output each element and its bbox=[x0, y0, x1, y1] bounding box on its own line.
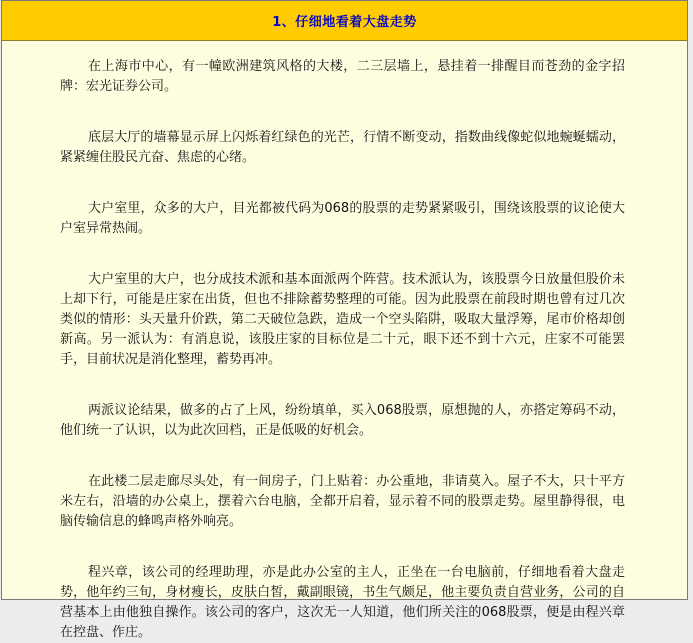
paragraph-6: 在此楼二层走廊尽头处，有一间房子，门上贴着：办公重地，非请莫入。屋子不大，只十平方米左右，沿墙的办公桌上，摆着六台电脑，全都开启着，显示着不同的股票走势。屋里静得很，电脑传输信息的蜂鸣声格外响亮。 bbox=[60, 474, 625, 529]
paragraph-1: 在上海市中心，有一幢欧洲建筑风格的大楼，二三层墙上，悬挂着一排醒目而苍劲的金字招牌：宏光证券公司。 bbox=[60, 59, 625, 94]
paragraph-7: 程兴章，该公司的经理助理，亦是此办公室的主人，正坐在一台电脑前，仔细地看着大盘走势，他年约三旬，身材瘦长，皮肤白皙，戴副眼镜，书生气颇足，他主要负责自营业务，公司的自营基本上由他独自操作。该公司的客户，这次无一人知道，他们所关注的068股票，便是由程兴章在控盘、作庄。 bbox=[60, 565, 625, 640]
paragraph-3: 大户室里，众多的大户，目光都被代码为068的股票的走势紧紧吸引，围绕该股票的议论使大户室异常热闹。 bbox=[60, 201, 625, 236]
article-title: 1、仔细地看着大盘走势 bbox=[272, 15, 417, 30]
paragraph-2: 底层大厅的墙幕显示屏上闪烁着红绿色的光芒，行情不断变动，指数曲线像蛇似地蜿蜒蠕动，紧紧缠住股民亢奋、焦虑的心绪。 bbox=[60, 130, 625, 165]
paragraph-5: 两派议论结果，做多的占了上风，纷纷填单，买入068股票，原想抛的人，亦搭定筹码不动，他们统一了认识，以为此次回档，正是低吸的好机会。 bbox=[60, 403, 625, 438]
title-bar bbox=[2, 1, 687, 41]
article-body bbox=[2, 41, 687, 643]
article-frame bbox=[1, 0, 688, 640]
paragraph-4: 大户室里的大户，也分成技术派和基本面派两个阵营。技术派认为，该股票今日放量但股价未上却下行，可能是庄家在出货，但也不排除蓄势整理的可能。因为此股票在前段时期也曾有过几次类似的情形：头天量升价跌，第二天破位急跌，造成一个空头陷阱，吸取大量浮筹，尾市价格却创新高。另一派认为：有消息说，该股庄家的目标位是二十元，眼下还不到十六元，庄家不可能罢手，目前状况是消化整理，蓄势再冲。 bbox=[60, 272, 625, 367]
